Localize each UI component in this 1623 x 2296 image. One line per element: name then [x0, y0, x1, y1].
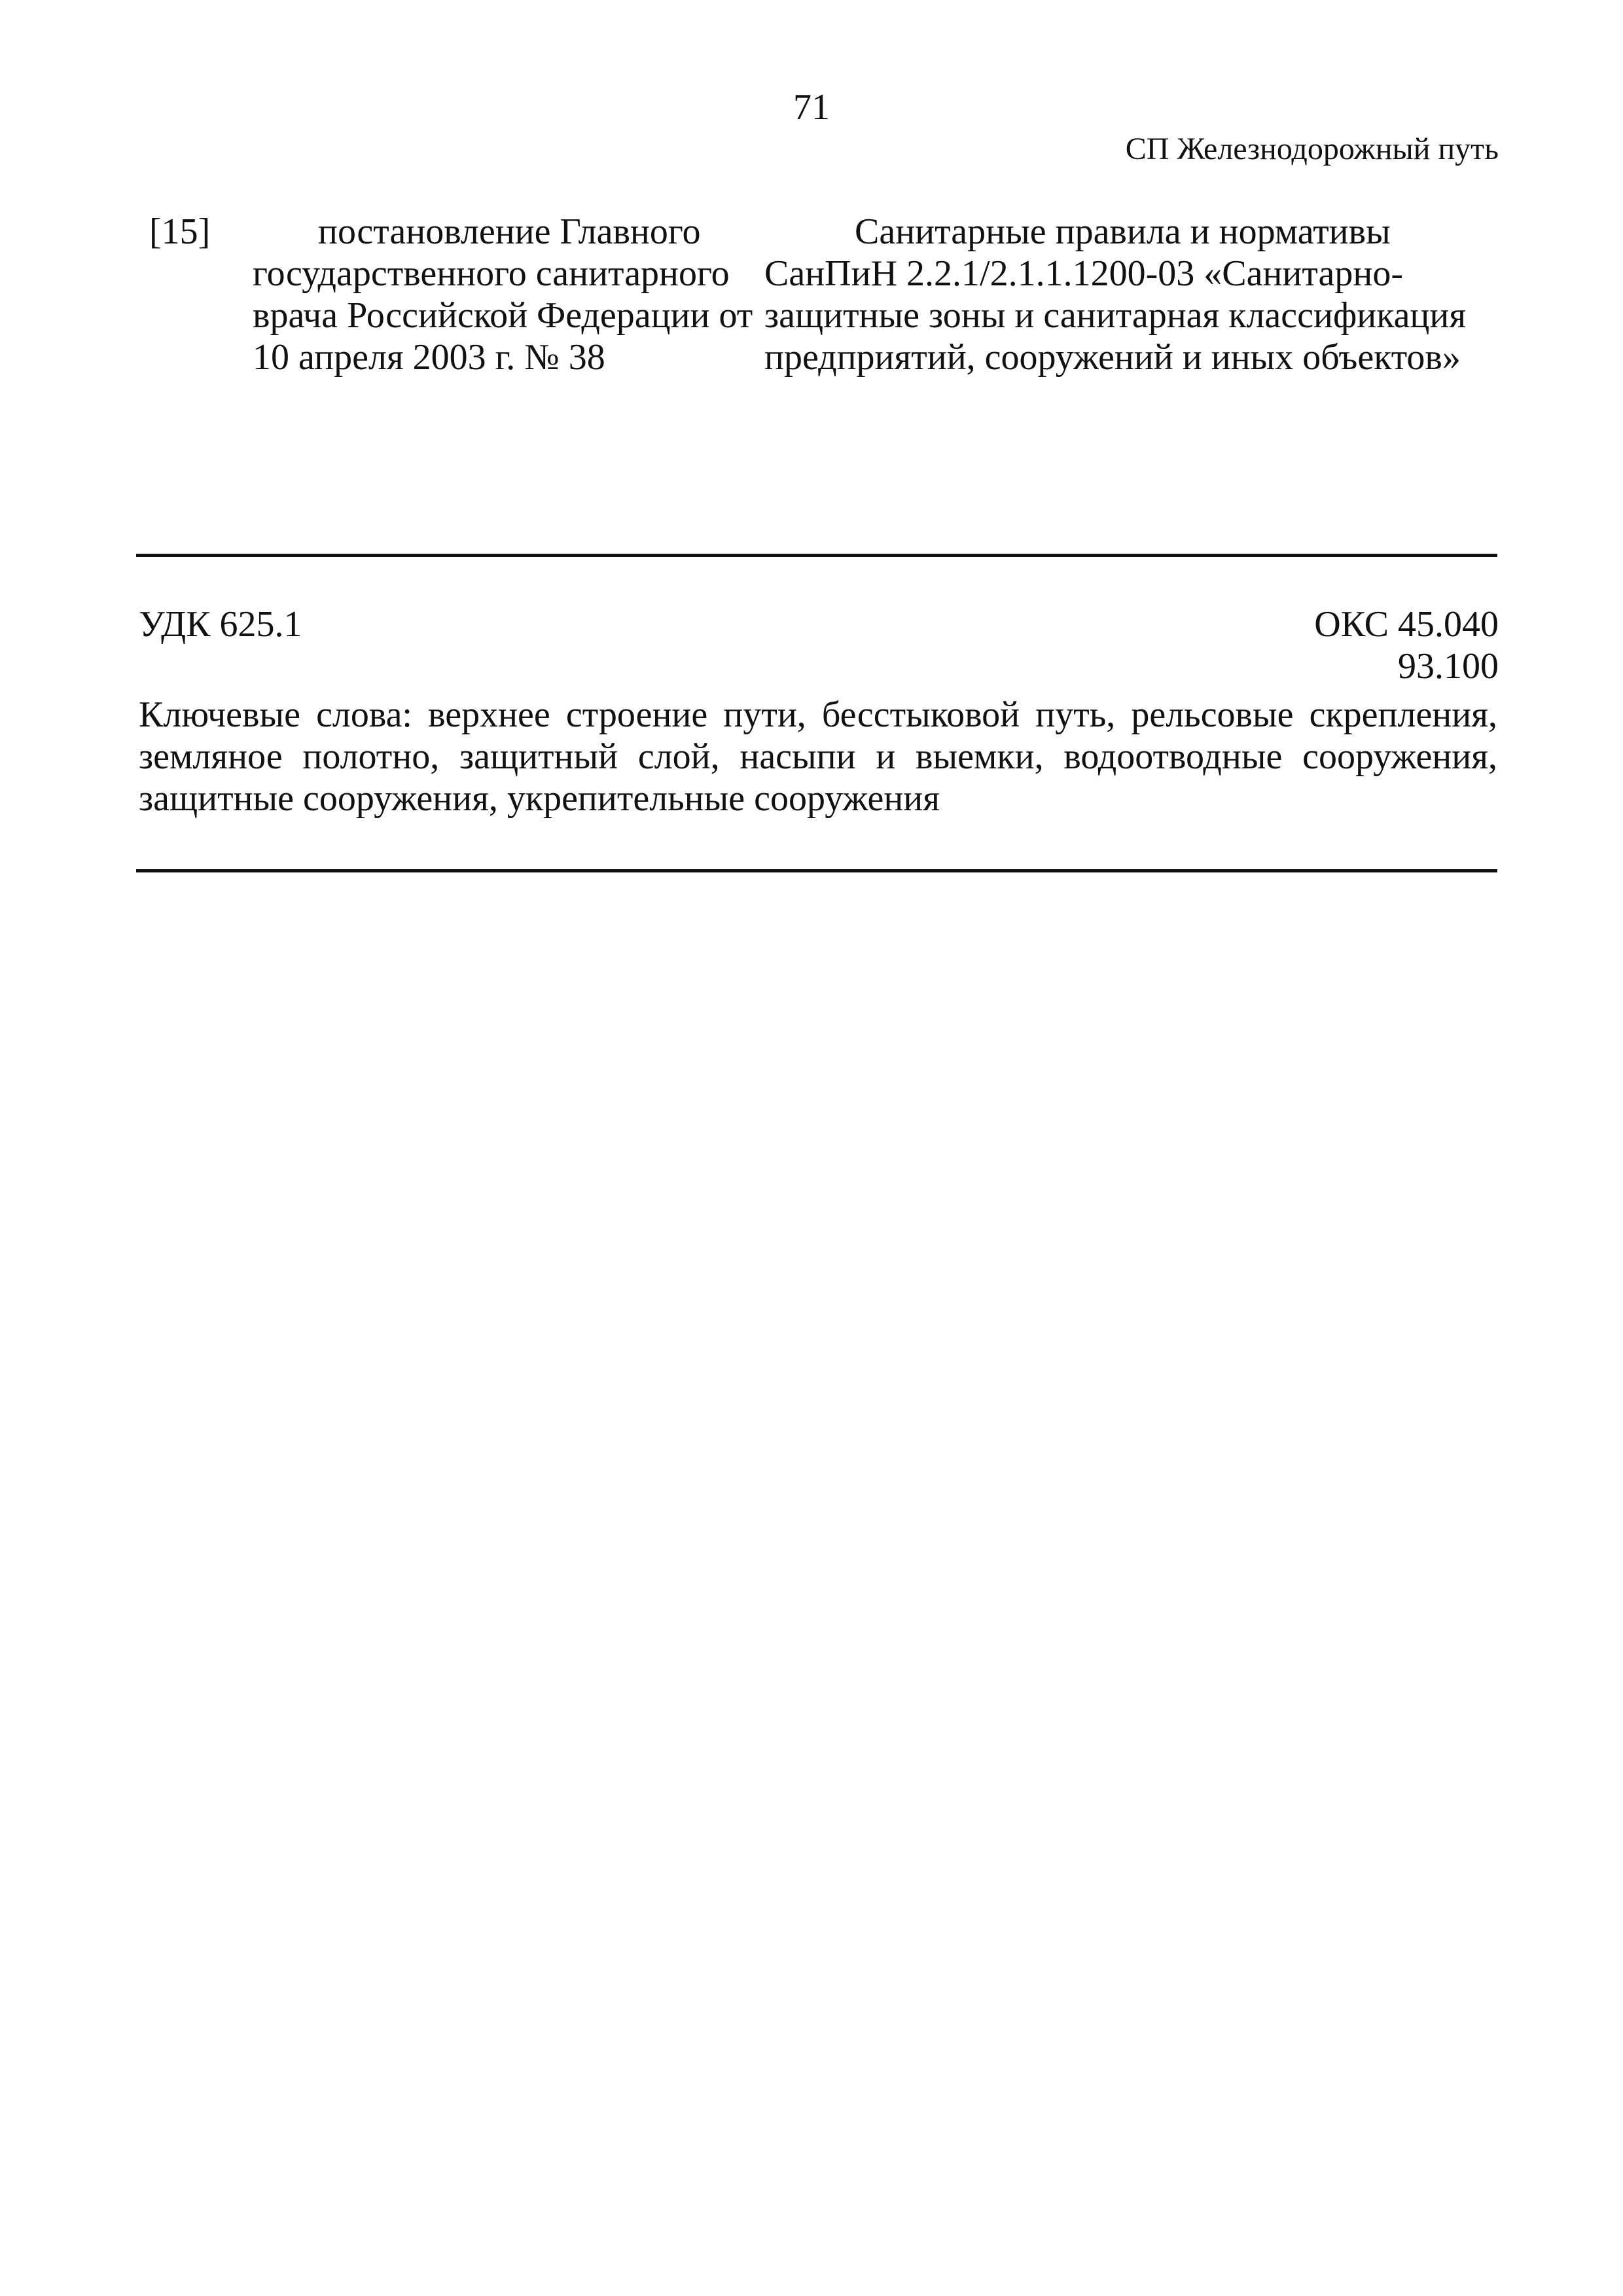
reference-title: Санитарные правила и нормативы СанПиН 2.2.1/2.1.1.1200-03 «Санитарно-защитные зоны и санитарная классификация предприятий, сооружений и иных объектов» [764, 211, 1467, 378]
reference-entry [149, 211, 1497, 446]
oks-code-primary: ОКС 45.040 [1314, 604, 1499, 645]
divider-bottom [136, 869, 1497, 872]
divider-top [136, 554, 1497, 557]
running-header: СП Железнодорожный путь [1125, 132, 1499, 166]
keywords-paragraph: Ключевые слова: верхнее строение пути, бесстыковой путь, рельсовые скрепления, земляное полотно, защитный слой, насыпи и выемки, водоотводные сооружения, защитные сооружения, укрепительные сооружения [139, 694, 1497, 819]
reference-source: постановление Главного государственного санитарного врача Российской Федерации от 10 апреля 2003 г. № 38 [253, 211, 753, 378]
udk-code: УДК 625.1 [139, 604, 302, 645]
oks-code-secondary: 93.100 [1398, 646, 1499, 687]
oks-codes [1314, 603, 1499, 687]
reference-number: [15] [149, 211, 211, 252]
page-number: 71 [793, 87, 830, 128]
